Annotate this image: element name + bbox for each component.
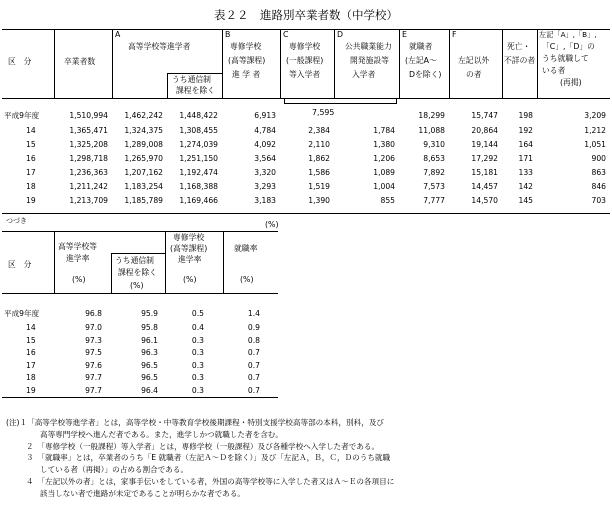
- table-cell: 0.3: [191, 360, 204, 370]
- unit-label: (%): [265, 220, 279, 229]
- col-death-2: 不詳の者: [504, 56, 536, 65]
- table-row: [2, 306, 278, 322]
- table-cell: 1,265,970: [124, 154, 163, 163]
- table-cell: 1,308,455: [179, 126, 218, 135]
- col-c-letter: C: [283, 30, 289, 39]
- row-label: 18: [26, 373, 36, 383]
- t2-senshu-3: 進学率: [178, 255, 202, 264]
- table-cell: 1,462,242: [124, 111, 163, 120]
- t2-rate-unit: (%): [72, 275, 86, 284]
- table-cell: 198: [518, 111, 533, 120]
- table-cell: 20,864: [471, 126, 498, 135]
- table-cell: 1,586: [308, 168, 330, 177]
- table-cell: 1,862: [308, 154, 330, 163]
- table-row: [2, 166, 610, 180]
- table-cell: 3,209: [584, 111, 606, 120]
- row-label: 平成9年度: [4, 111, 40, 120]
- col-e-label-1: 就職者: [409, 42, 433, 51]
- table-cell: 3,183: [254, 196, 276, 205]
- notes: [6, 417, 606, 500]
- table-cell: 846: [591, 182, 606, 191]
- row-label: 15: [26, 335, 36, 345]
- table2-body: [2, 306, 278, 397]
- table-cell: 96.3: [141, 348, 158, 358]
- table-row: [2, 138, 610, 152]
- table-cell: 1,380: [373, 140, 395, 149]
- t2-senshu-1: 専修学校: [173, 233, 205, 242]
- table-cell: 96.5: [141, 360, 158, 370]
- col-e-label-2: (左記A～: [405, 56, 437, 65]
- col-b-label-2: (高等課程): [228, 56, 266, 65]
- col-d-letter: D: [337, 30, 344, 39]
- table-cell: 1,004: [373, 182, 395, 191]
- table-cell: 164: [518, 140, 533, 149]
- table-cell: 15,181: [471, 168, 498, 177]
- col-death-1: 死亡・: [507, 42, 531, 51]
- table-cell: 0.9: [247, 323, 260, 333]
- t2-sub-label-2: 課程を除く: [118, 268, 157, 277]
- t2-kubun-header: 区 分: [8, 260, 32, 269]
- table-cell: 0.7: [247, 373, 260, 383]
- table-cell: 1.4: [247, 309, 260, 318]
- table-cell: 703: [591, 196, 606, 205]
- table-cell: 14,570: [471, 196, 498, 205]
- table-row: [2, 322, 278, 335]
- table-cell: 1,274,039: [179, 140, 218, 149]
- table-cell: 1,168,388: [179, 182, 218, 191]
- row-label: 16: [26, 348, 36, 358]
- note-4: ４ 「左記以外の者」とは，家事手伝いをしている者，外国の高等学校等に入学した者又はＡ～Ｅの各項目に: [26, 476, 395, 486]
- table-cell: 11,088: [418, 126, 445, 135]
- table-cell: 1,211,242: [69, 182, 108, 191]
- table-row: [2, 194, 610, 208]
- table-cell: 142: [518, 182, 533, 191]
- table-cell: 0.3: [191, 348, 204, 358]
- table-cell: 900: [591, 154, 606, 163]
- t2-rate-label-2: 進学率: [66, 254, 90, 263]
- table-row: [2, 124, 610, 138]
- table-cell: 3,293: [254, 182, 276, 191]
- table-cell: 96.1: [141, 335, 158, 345]
- t2-sub-unit: (%): [130, 281, 144, 290]
- col-last-4: いる者: [542, 66, 566, 75]
- col-d-label-3: 入学者: [352, 70, 376, 79]
- row-label: 18: [26, 182, 36, 191]
- table-cell: 17,292: [471, 154, 498, 163]
- table-cell: 1,169,466: [179, 196, 218, 205]
- table-cell: 0.7: [247, 385, 260, 395]
- table-cell: 8,653: [423, 154, 445, 163]
- col-b-label-3: 進 学 者: [232, 70, 261, 79]
- table-cell: 0.3: [191, 335, 204, 345]
- col-e-label-3: Dを除く): [409, 70, 442, 79]
- col-a-sub-2: 課程を除く: [176, 86, 215, 95]
- table-cell: 7,777: [423, 196, 445, 205]
- table-row: [2, 335, 278, 348]
- table-cell: 4,092: [254, 140, 276, 149]
- table-cell: 0.5: [191, 309, 204, 318]
- col-c-label-2: (一般課程): [286, 56, 324, 65]
- table-cell: 1,289,008: [124, 140, 163, 149]
- table-cell: 1,192,474: [179, 168, 218, 177]
- table-cell: 97.3: [85, 335, 102, 345]
- table-cell: 1,213,709: [69, 196, 108, 205]
- table-cell: 96.8: [85, 309, 102, 318]
- row-label: 19: [26, 385, 36, 395]
- table-cell: 1,510,994: [69, 111, 108, 120]
- table-cell: 1,325,208: [69, 140, 108, 149]
- table-cell: 97.5: [85, 348, 102, 358]
- table-cell: 6,913: [254, 111, 276, 120]
- row-label: 15: [26, 140, 36, 149]
- table-cell: 1,236,363: [69, 168, 108, 177]
- row-label: 16: [26, 154, 36, 163]
- col-a-sub-1: うち通信制: [172, 75, 211, 84]
- table-cell: 1,324,375: [124, 126, 163, 135]
- note-3-cont: している者（再掲）」の占める割合である。: [40, 465, 189, 475]
- page-title: 表２２ 進路別卒業者数（中学校）: [214, 8, 398, 22]
- col-d-label-1: 公共職業能力: [345, 42, 392, 51]
- col-b-label-1: 専修学校: [230, 42, 262, 51]
- table-cell: 1,365,471: [69, 126, 108, 135]
- table-row: [2, 385, 278, 398]
- t2-senshu-2: (高等課程): [170, 244, 208, 253]
- table-cell: 1,207,162: [124, 168, 163, 177]
- cd-merged-value: 7,595: [312, 108, 335, 117]
- table-cell: 192: [518, 126, 533, 135]
- table-cell: 1,390: [308, 196, 330, 205]
- row-label: 19: [26, 196, 36, 205]
- table1-body: [2, 108, 610, 208]
- table-cell: 1,206: [373, 154, 395, 163]
- table-cell: 1,298,718: [69, 154, 108, 163]
- table-cell: 2,384: [308, 126, 330, 135]
- col-c-label-1: 専修学校: [289, 42, 321, 51]
- table-cell: 4,784: [254, 126, 276, 135]
- table-cell: 3,320: [254, 168, 276, 177]
- table-row: [2, 108, 610, 124]
- tsuzuki-label: つづき: [6, 217, 27, 225]
- table-cell: 97.6: [85, 360, 102, 370]
- table-cell: 14,457: [471, 182, 498, 191]
- col-a-letter: A: [115, 30, 121, 39]
- col-a-label: 高等学校等進学者: [128, 42, 191, 51]
- col-b-letter: B: [225, 30, 231, 39]
- note-1: (注)１「高等学校等進学者」とは，高等学校・中等教育学校後期課程・特別支援学校高等部の本科，別科，及び: [6, 418, 385, 427]
- table-cell: 1,051: [584, 140, 606, 149]
- col-last-5: (再掲): [560, 78, 582, 87]
- table-cell: 2,110: [308, 140, 330, 149]
- table-cell: 18,299: [418, 111, 445, 120]
- table-cell: 1,212: [584, 126, 606, 135]
- table-cell: 7,892: [423, 168, 445, 177]
- table-cell: 0.3: [191, 373, 204, 383]
- note-1-cont: 高等専門学校へ進んだ者である。また，進学しかつ就職した者を含む。: [40, 429, 283, 439]
- table-cell: 3,564: [254, 154, 276, 163]
- col-f-label-1: 左記以外: [458, 56, 490, 65]
- table-cell: 96.4: [141, 385, 158, 395]
- t2-rate-label-1: 高等学校等: [58, 242, 97, 251]
- table-cell: 7,573: [423, 182, 445, 191]
- row-label: 17: [26, 168, 36, 177]
- table-cell: 1,448,422: [179, 111, 218, 120]
- t2-senshu-unit: (%): [183, 275, 197, 284]
- table-cell: 96.5: [141, 373, 158, 383]
- t2-shushoku: 就職率: [234, 244, 258, 253]
- table-cell: 1,519: [308, 182, 330, 191]
- table-row: [2, 372, 278, 385]
- table-cell: 0.8: [247, 335, 260, 345]
- table-cell: 97.7: [85, 373, 102, 383]
- table-cell: 1,185,789: [124, 196, 163, 205]
- col-f-label-2: の者: [466, 70, 482, 79]
- table-cell: 97.7: [85, 385, 102, 395]
- note-4-cont: 該当しない者で進路が未定であることが明らかな者である。: [40, 488, 246, 498]
- col-last-3: うち就職して: [542, 54, 589, 63]
- table-cell: 0.4: [191, 323, 204, 333]
- table-cell: 97.0: [85, 323, 102, 333]
- col-d-label-2: 開発施設等: [350, 56, 389, 65]
- table-cell: 855: [380, 196, 395, 205]
- table-cell: 1,251,150: [179, 154, 218, 163]
- table-row: [2, 152, 610, 166]
- table-cell: 133: [518, 168, 533, 177]
- col-f-letter: F: [452, 30, 457, 39]
- table-cell: 1,089: [373, 168, 395, 177]
- table-cell: 863: [591, 168, 606, 177]
- table-cell: 19,144: [471, 140, 498, 149]
- note-2: ２ 「専修学校（一般課程）等入学者」とは，専修学校（一般課程）及び各種学校へ入学した者である。: [26, 441, 380, 451]
- t2-sub-label-1: うち通信制: [115, 256, 154, 265]
- kubun-header: 区 分: [8, 57, 32, 66]
- col-c-label-3: 等入学者: [289, 70, 321, 79]
- row-label: 14: [26, 126, 36, 135]
- col-last-2: 「C」,「D」の: [542, 42, 595, 51]
- table-cell: 0.3: [191, 385, 204, 395]
- row-label: 17: [26, 360, 36, 370]
- table-cell: 145: [518, 196, 533, 205]
- table-cell: 0.7: [247, 348, 260, 358]
- t2-shushoku-unit: (%): [240, 275, 254, 284]
- table-row: [2, 180, 610, 194]
- note-3: ３ 「就職率」とは，卒業者のうち「E 就職者（左記Ａ～Ｄを除く）」及び「左記Ａ，Ｂ，Ｃ，Ｄのうち就職: [26, 453, 391, 463]
- table-cell: 9,310: [423, 140, 445, 149]
- row-label: 14: [26, 323, 36, 333]
- table-cell: 0.7: [247, 360, 260, 370]
- table-cell: 95.9: [141, 309, 158, 318]
- table-cell: 95.8: [141, 323, 158, 333]
- table-cell: [334, 108, 399, 124]
- table-row: [2, 347, 278, 360]
- row-label: 平成9年度: [4, 309, 40, 318]
- sotsugyo-header: 卒業者数: [64, 57, 96, 66]
- table-row: [2, 360, 278, 373]
- table-cell: 1,183,254: [124, 182, 163, 191]
- table-cell: 1,784: [373, 126, 395, 135]
- table-cell: 15,747: [471, 111, 498, 120]
- col-last-1: 左記「A」,「B」,: [539, 30, 597, 39]
- col-e-letter: E: [402, 30, 407, 39]
- table-cell: 171: [518, 154, 533, 163]
